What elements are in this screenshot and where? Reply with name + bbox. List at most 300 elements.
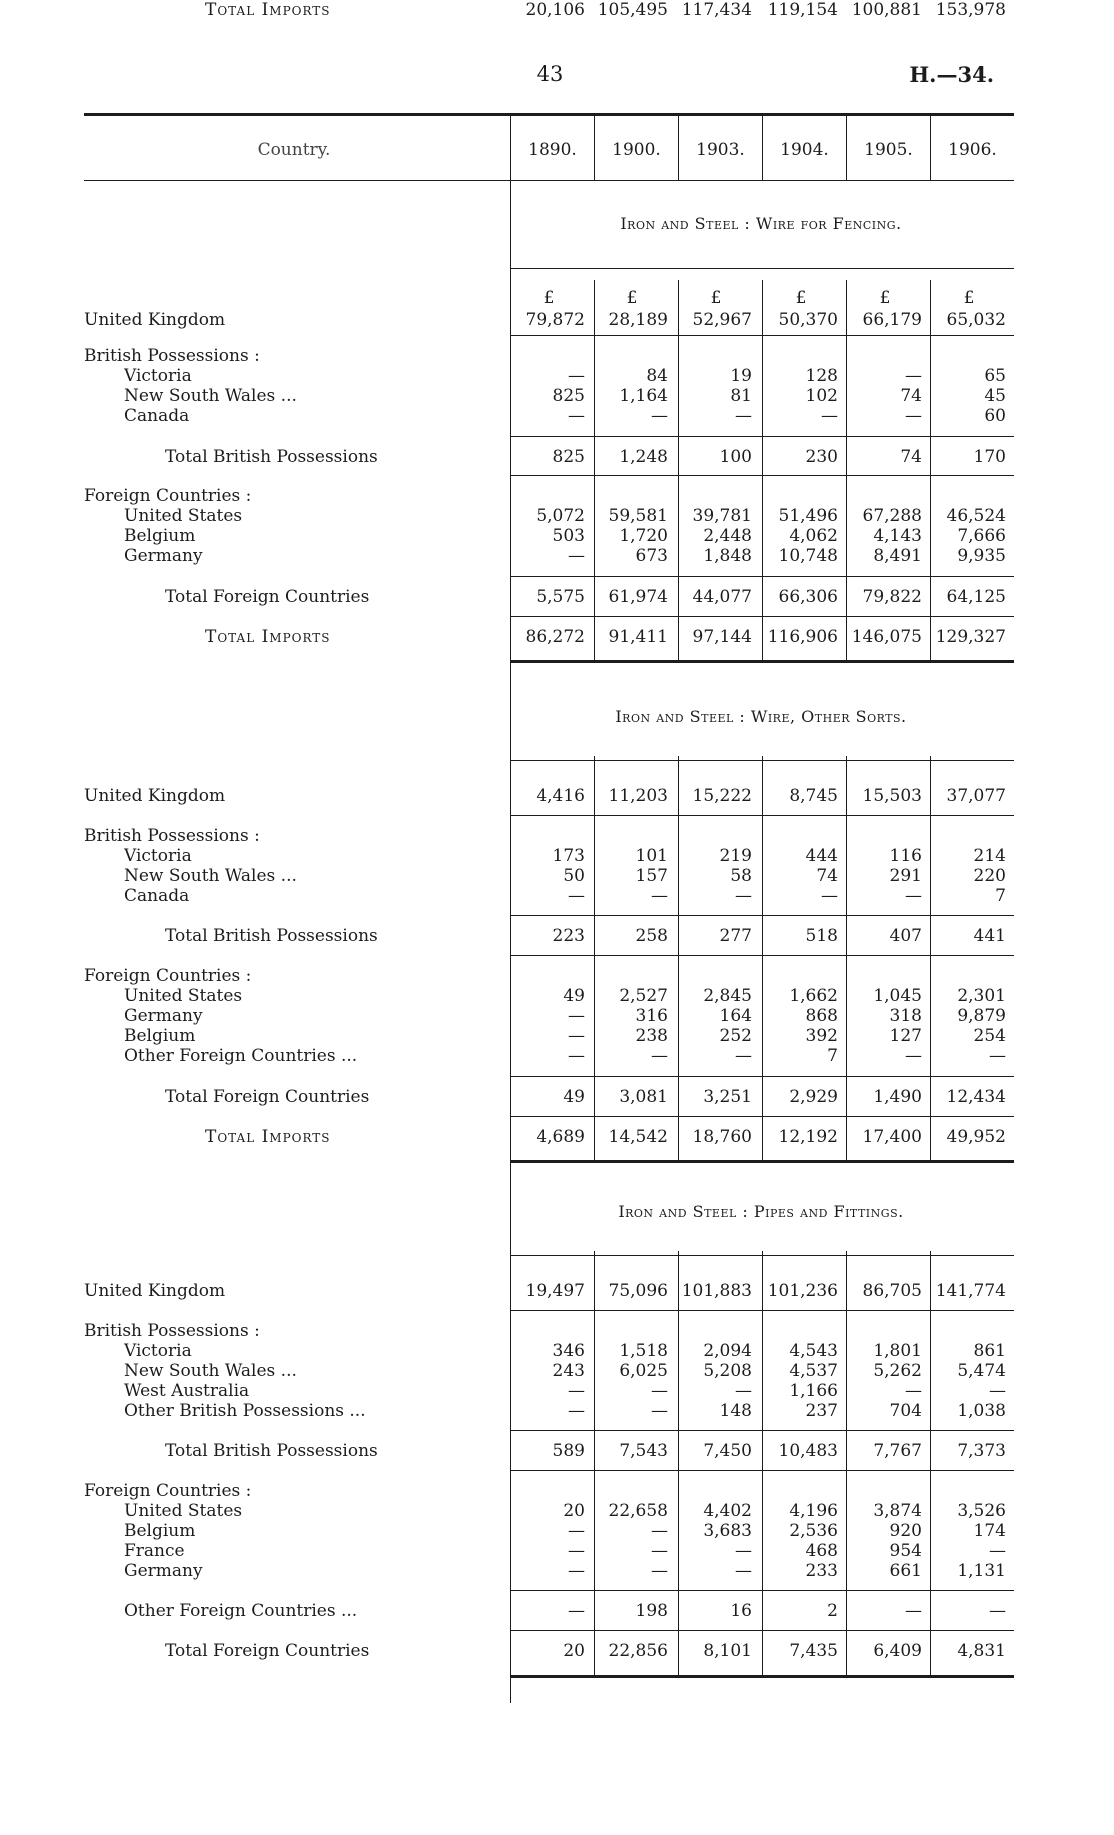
table-cell: 74 <box>816 866 838 886</box>
document-code: H.—34. <box>909 62 994 87</box>
table-cell: 277 <box>719 926 752 946</box>
table-cell: 37,077 <box>946 786 1006 806</box>
table-cell: 3,683 <box>703 1521 752 1541</box>
page-number: 43 <box>536 62 564 86</box>
table-cell: 233 <box>805 1561 838 1581</box>
row-label-foreign-countries: Foreign Countries : <box>84 486 252 506</box>
table-cell: 81 <box>730 386 752 406</box>
table-cell: 254 <box>973 1026 1006 1046</box>
table-row <box>0 846 1114 866</box>
table-cell: 4,196 <box>789 1501 838 1521</box>
table-cell: 75,096 <box>608 1281 668 1301</box>
table-row <box>0 1281 1114 1301</box>
row-label-foreign-countries: Foreign Countries : <box>84 966 252 986</box>
table-row <box>0 1026 1114 1046</box>
table-cell: 22,658 <box>608 1501 668 1521</box>
table-cell: 86,272 <box>525 627 585 647</box>
table-cell: 129,327 <box>935 627 1006 647</box>
table-cell: 74 <box>900 447 922 467</box>
table-cell: — <box>905 366 922 386</box>
table-cell: 157 <box>635 866 668 886</box>
table-row <box>0 1006 1114 1026</box>
table-row <box>0 826 1114 846</box>
table-row <box>0 506 1114 526</box>
table-cell: 50,370 <box>778 310 838 330</box>
currency-symbol: £ <box>963 288 975 308</box>
table-cell: 101,236 <box>767 1281 838 1301</box>
section-title-pipes-fittings: Iron and Steel : Pipes and Fittings. <box>618 1202 904 1221</box>
table-cell: 19 <box>730 366 752 386</box>
table-cell: 100,881 <box>851 0 922 20</box>
section-title-wire-other: Iron and Steel : Wire, Other Sorts. <box>615 707 907 726</box>
table-cell: 127 <box>889 1026 922 1046</box>
table-row <box>0 0 1114 20</box>
table-cell: 252 <box>719 1026 752 1046</box>
currency-symbol: £ <box>710 288 722 308</box>
table-row <box>0 447 1114 467</box>
table-cell: 39,781 <box>692 506 752 526</box>
table-cell: 6,409 <box>873 1641 922 1661</box>
table-cell: 316 <box>635 1006 668 1026</box>
table-cell: 661 <box>889 1561 922 1581</box>
column-divider-2 <box>678 116 679 180</box>
table-cell: 589 <box>552 1441 585 1461</box>
table-cell: 8,101 <box>703 1641 752 1661</box>
column-head-1904: 1904. <box>780 140 829 160</box>
table-cell: 7,543 <box>619 1441 668 1461</box>
table-cell: — <box>568 546 585 566</box>
table-cell: — <box>651 1521 668 1541</box>
table-cell: 16 <box>730 1601 752 1621</box>
row-label-canada: Canada <box>124 886 190 906</box>
table-cell: — <box>568 366 585 386</box>
table-row <box>0 627 1114 647</box>
column-head-1905: 1905. <box>864 140 913 160</box>
table-cell: 46,524 <box>946 506 1006 526</box>
table-cell: 2,929 <box>789 1087 838 1107</box>
table-cell: 238 <box>635 1026 668 1046</box>
table-cell: 220 <box>973 866 1006 886</box>
row-label-new-south-wales: New South Wales ... <box>124 866 297 886</box>
row-label-belgium: Belgium <box>124 526 196 546</box>
table-cell: 243 <box>552 1361 585 1381</box>
table-cell: — <box>568 1046 585 1066</box>
row-label-total-imports: Total Imports <box>205 627 331 647</box>
section-end-rule <box>510 660 1014 663</box>
table-cell: — <box>568 1521 585 1541</box>
table-cell: — <box>905 1381 922 1401</box>
table-cell: — <box>651 886 668 906</box>
table-cell: 128 <box>805 366 838 386</box>
table-cell: 237 <box>805 1401 838 1421</box>
table-row <box>0 366 1114 386</box>
table-cell: 170 <box>973 447 1006 467</box>
table-cell: — <box>735 886 752 906</box>
table-row <box>0 406 1114 426</box>
table-row <box>0 966 1114 986</box>
column-divider-3 <box>762 116 763 180</box>
table-cell: 50 <box>563 866 585 886</box>
table-cell: 5,474 <box>957 1361 1006 1381</box>
section-end-rule <box>510 1675 1014 1678</box>
table-cell: — <box>821 406 838 426</box>
table-cell: 9,935 <box>957 546 1006 566</box>
table-cell: 59,581 <box>608 506 668 526</box>
table-cell: — <box>651 1561 668 1581</box>
table-cell: 119,154 <box>767 0 838 20</box>
table-cell: 45 <box>984 386 1006 406</box>
column-divider <box>678 280 679 660</box>
table-cell: 7,435 <box>789 1641 838 1661</box>
table-cell: 1,848 <box>703 546 752 566</box>
table-cell: 861 <box>973 1341 1006 1361</box>
column-divider <box>930 756 931 1160</box>
table-row <box>0 886 1114 906</box>
table-cell: 444 <box>805 846 838 866</box>
table-cell: 20,106 <box>525 0 585 20</box>
table-cell: 67,288 <box>862 506 922 526</box>
table-cell: 392 <box>805 1026 838 1046</box>
table-cell: 1,801 <box>873 1341 922 1361</box>
column-divider <box>846 756 847 1160</box>
table-cell: 14,542 <box>608 1127 668 1147</box>
row-label-total-imports: Total Imports <box>205 1127 331 1147</box>
table-row <box>0 1046 1114 1066</box>
table-cell: 1,166 <box>789 1381 838 1401</box>
row-label-british-possessions: British Possessions : <box>84 826 260 846</box>
table-cell: 468 <box>805 1541 838 1561</box>
table-row <box>0 546 1114 566</box>
table-row <box>0 1441 1114 1461</box>
row-label-new-south-wales: New South Wales ... <box>124 1361 297 1381</box>
table-cell: 49 <box>563 1087 585 1107</box>
table-row <box>0 1481 1114 1501</box>
table-cell: 86,705 <box>862 1281 922 1301</box>
row-label-total-imports: Total Imports <box>205 0 331 20</box>
table-cell: — <box>568 1541 585 1561</box>
table-cell: 7,450 <box>703 1441 752 1461</box>
table-cell: 2,527 <box>619 986 668 1006</box>
row-label-belgium: Belgium <box>124 1026 196 1046</box>
row-label-other-foreign-countries: Other Foreign Countries ... <box>124 1046 358 1066</box>
table-cell: 66,179 <box>862 310 922 330</box>
column-head-1900: 1900. <box>612 140 661 160</box>
table-cell: 6,025 <box>619 1361 668 1381</box>
table-cell: — <box>568 886 585 906</box>
table-cell: 8,745 <box>789 786 838 806</box>
table-cell: 4,689 <box>536 1127 585 1147</box>
section-rule-1 <box>510 268 1014 269</box>
table-cell: 5,072 <box>536 506 585 526</box>
table-cell: — <box>989 1381 1006 1401</box>
table-cell: — <box>651 1381 668 1401</box>
row-label-united-states: United States <box>124 986 243 1006</box>
table-cell: 10,483 <box>778 1441 838 1461</box>
table-cell: 164 <box>719 1006 752 1026</box>
section-end-rule <box>510 1160 1014 1163</box>
table-row <box>0 1541 1114 1561</box>
table-cell: 79,822 <box>862 587 922 607</box>
table-cell: 44,077 <box>692 587 752 607</box>
table-cell: 79,872 <box>525 310 585 330</box>
section-title-wire-fencing: Iron and Steel : Wire for Fencing. <box>620 214 902 233</box>
table-cell: 12,434 <box>946 1087 1006 1107</box>
table-cell: 117,434 <box>681 0 752 20</box>
table-cell: — <box>905 1046 922 1066</box>
table-cell: 868 <box>805 1006 838 1026</box>
table-cell: 4,831 <box>957 1641 1006 1661</box>
column-divider-5 <box>930 116 931 180</box>
row-label-foreign-countries: Foreign Countries : <box>84 1481 252 1501</box>
table-cell: 2,301 <box>957 986 1006 1006</box>
table-cell: 105,495 <box>597 0 668 20</box>
column-divider <box>930 280 931 660</box>
table-cell: 2,536 <box>789 1521 838 1541</box>
table-cell: — <box>568 406 585 426</box>
table-row <box>0 1561 1114 1581</box>
table-cell: 19,497 <box>525 1281 585 1301</box>
table-cell: 825 <box>552 447 585 467</box>
row-label-victoria: Victoria <box>124 1341 192 1361</box>
table-row <box>0 346 1114 366</box>
row-label-total-foreign-countries: Total Foreign Countries <box>165 1641 370 1661</box>
table-cell: 3,874 <box>873 1501 922 1521</box>
table-cell: 258 <box>635 926 668 946</box>
table-row <box>0 1401 1114 1421</box>
table-cell: 954 <box>889 1541 922 1561</box>
table-cell: 4,543 <box>789 1341 838 1361</box>
table-cell: 52,967 <box>692 310 752 330</box>
table-cell: 101 <box>635 846 668 866</box>
table-cell: 673 <box>635 546 668 566</box>
row-label-united-states: United States <box>124 506 243 526</box>
column-divider <box>930 1251 931 1675</box>
table-cell: 219 <box>719 846 752 866</box>
table-cell: — <box>568 1006 585 1026</box>
table-cell: — <box>821 886 838 906</box>
column-divider <box>846 1251 847 1675</box>
row-label-british-possessions: British Possessions : <box>84 1321 260 1341</box>
table-cell: 1,518 <box>619 1341 668 1361</box>
table-cell: 64,125 <box>946 587 1006 607</box>
column-divider <box>762 280 763 660</box>
table-cell: 51,496 <box>778 506 838 526</box>
table-cell: 146,075 <box>851 627 922 647</box>
table-cell: 116 <box>889 846 922 866</box>
currency-symbol: £ <box>626 288 638 308</box>
table-cell: 174 <box>973 1521 1006 1541</box>
table-cell: 7 <box>995 886 1006 906</box>
table-cell: — <box>568 1381 585 1401</box>
table-row <box>0 1501 1114 1521</box>
column-divider-1 <box>594 116 595 180</box>
table-cell: — <box>651 406 668 426</box>
column-head-1906: 1906. <box>948 140 997 160</box>
table-cell: 20 <box>563 1641 585 1661</box>
table-cell: 5,262 <box>873 1361 922 1381</box>
row-label-germany: Germany <box>124 1561 203 1581</box>
table-cell: — <box>568 1026 585 1046</box>
row-label-other-british-possessions: Other British Possessions ... <box>124 1401 366 1421</box>
table-cell: 1,038 <box>957 1401 1006 1421</box>
table-cell: 91,411 <box>608 627 668 647</box>
table-row <box>0 1127 1114 1147</box>
table-cell: — <box>905 886 922 906</box>
row-label-canada: Canada <box>124 406 190 426</box>
table-cell: 65 <box>984 366 1006 386</box>
table-cell: — <box>735 1561 752 1581</box>
table-cell: 4,416 <box>536 786 585 806</box>
row-label-total-british-possessions: Total British Possessions <box>165 447 378 467</box>
table-cell: 100 <box>719 447 752 467</box>
table-cell: — <box>989 1541 1006 1561</box>
table-row <box>0 486 1114 506</box>
table-cell: 173 <box>552 846 585 866</box>
table-cell: 291 <box>889 866 922 886</box>
table-row <box>0 587 1114 607</box>
table-row <box>0 386 1114 406</box>
column-divider <box>594 1251 595 1675</box>
table-cell: — <box>989 1601 1006 1621</box>
table-cell: 503 <box>552 526 585 546</box>
row-label-united-kingdom: United Kingdom <box>84 786 226 806</box>
table-cell: — <box>735 1381 752 1401</box>
table-cell: 7,767 <box>873 1441 922 1461</box>
row-label-total-foreign-countries: Total Foreign Countries <box>165 1087 370 1107</box>
table-cell: 2 <box>827 1601 838 1621</box>
table-cell: 8,491 <box>873 546 922 566</box>
table-row <box>0 1601 1114 1621</box>
row-label-united-kingdom: United Kingdom <box>84 1281 226 1301</box>
currency-symbol: £ <box>879 288 891 308</box>
table-cell: — <box>568 1401 585 1421</box>
table-cell: 15,503 <box>862 786 922 806</box>
table-cell: 4,402 <box>703 1501 752 1521</box>
table-row <box>0 1087 1114 1107</box>
column-divider <box>846 280 847 660</box>
table-cell: 20 <box>563 1501 585 1521</box>
table-cell: — <box>651 1401 668 1421</box>
table-row <box>0 1641 1114 1661</box>
table-cell: 1,045 <box>873 986 922 1006</box>
table-cell: 2,448 <box>703 526 752 546</box>
row-label-victoria: Victoria <box>124 366 192 386</box>
table-row <box>0 1521 1114 1541</box>
column-head-1903: 1903. <box>696 140 745 160</box>
table-cell: 2,094 <box>703 1341 752 1361</box>
table-cell: — <box>905 1601 922 1621</box>
table-cell: 1,490 <box>873 1087 922 1107</box>
table-cell: 7,373 <box>957 1441 1006 1461</box>
table-cell: 407 <box>889 926 922 946</box>
table-cell: 49,952 <box>946 1127 1006 1147</box>
table-cell: — <box>568 1561 585 1581</box>
table-cell: 65,032 <box>946 310 1006 330</box>
table-cell: 74 <box>900 386 922 406</box>
row-label-germany: Germany <box>124 1006 203 1026</box>
table-cell: 97,144 <box>692 627 752 647</box>
table-cell: 9,879 <box>957 1006 1006 1026</box>
column-divider <box>678 756 679 1160</box>
table-cell: — <box>568 1601 585 1621</box>
column-divider <box>762 1251 763 1675</box>
table-row <box>0 926 1114 946</box>
header-rule <box>84 180 1014 181</box>
table-cell: 1,164 <box>619 386 668 406</box>
table-cell: 1,131 <box>957 1561 1006 1581</box>
table-cell: 15,222 <box>692 786 752 806</box>
row-label-germany: Germany <box>124 546 203 566</box>
table-cell: 223 <box>552 926 585 946</box>
table-cell: 49 <box>563 986 585 1006</box>
row-label-united-kingdom: United Kingdom <box>84 310 226 330</box>
column-divider <box>762 756 763 1160</box>
table-cell: 28,189 <box>608 310 668 330</box>
currency-symbol: £ <box>795 288 807 308</box>
top-rule <box>84 113 1014 116</box>
currency-symbol: £ <box>543 288 555 308</box>
table-cell: 1,662 <box>789 986 838 1006</box>
table-row <box>0 310 1114 330</box>
row-label-other-foreign-countries: Other Foreign Countries ... <box>124 1601 358 1621</box>
table-cell: 22,856 <box>608 1641 668 1661</box>
table-cell: 12,192 <box>778 1127 838 1147</box>
table-row <box>0 1321 1114 1341</box>
table-cell: 1,720 <box>619 526 668 546</box>
row-label-total-foreign-countries: Total Foreign Countries <box>165 587 370 607</box>
table-cell: 7 <box>827 1046 838 1066</box>
table-cell: 518 <box>805 926 838 946</box>
table-cell: 441 <box>973 926 1006 946</box>
column-divider <box>594 280 595 660</box>
row-label-total-british-possessions: Total British Possessions <box>165 1441 378 1461</box>
table-cell: 825 <box>552 386 585 406</box>
row-label-british-possessions: British Possessions : <box>84 346 260 366</box>
table-row <box>0 1341 1114 1361</box>
table-cell: 10,748 <box>778 546 838 566</box>
row-label-belgium: Belgium <box>124 1521 196 1541</box>
table-row <box>0 786 1114 806</box>
table-cell: 5,208 <box>703 1361 752 1381</box>
table-cell: 704 <box>889 1401 922 1421</box>
table-cell: 66,306 <box>778 587 838 607</box>
table-cell: 102 <box>805 386 838 406</box>
table-cell: 4,537 <box>789 1361 838 1381</box>
column-head-1890: 1890. <box>528 140 577 160</box>
table-cell: 920 <box>889 1521 922 1541</box>
table-cell: — <box>651 1541 668 1561</box>
table-cell: — <box>735 1046 752 1066</box>
table-cell: 318 <box>889 1006 922 1026</box>
table-cell: 1,248 <box>619 447 668 467</box>
table-cell: 58 <box>730 866 752 886</box>
table-cell: — <box>905 406 922 426</box>
row-label-new-south-wales: New South Wales ... <box>124 386 297 406</box>
table-cell: 7,666 <box>957 526 1006 546</box>
column-divider-4 <box>846 116 847 180</box>
table-row <box>0 1381 1114 1401</box>
table-cell: 148 <box>719 1401 752 1421</box>
table-cell: — <box>735 406 752 426</box>
table-row <box>0 986 1114 1006</box>
table-cell: 198 <box>635 1601 668 1621</box>
column-divider <box>594 756 595 1160</box>
row-label-total-british-possessions: Total British Possessions <box>165 926 378 946</box>
table-cell: 141,774 <box>935 1281 1006 1301</box>
table-cell: — <box>651 1046 668 1066</box>
table-cell: 3,526 <box>957 1501 1006 1521</box>
column-divider <box>678 1251 679 1675</box>
